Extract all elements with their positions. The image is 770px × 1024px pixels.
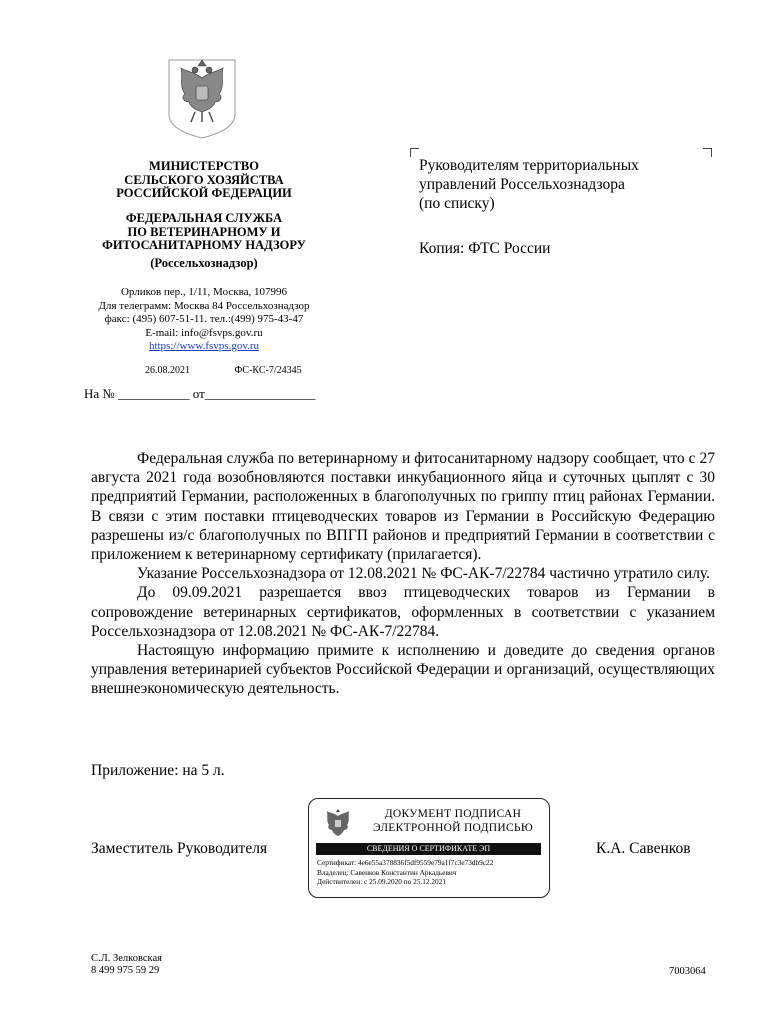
body-paragraph: До 09.09.2021 разрешается ввоз птицеводческих товаров из Германии в сопровождение ветеринарных сертификатов, оформленных в соответствии с указанием Россельхознадзора от 12.08.2021 № ФС-АК-7/22784. [91, 584, 715, 640]
address-corner-left [410, 148, 419, 157]
stamp-validity: Действителен: с 25.09.2020 по 25.12.2021 [317, 877, 446, 886]
signer-title: Заместитель Руководителя [91, 840, 268, 857]
service-line: ФЕДЕРАЛЬНАЯ СЛУЖБА [125, 211, 283, 225]
ministry-line: СЕЛЬСКОГО ХОЗЯЙСТВА [124, 172, 284, 187]
executor-block [91, 953, 162, 977]
ministry-name [78, 160, 330, 201]
service-line: ФИТОСАНИТАРНОМУ НАДЗОРУ [102, 238, 306, 252]
coat-of-arms-emblem [165, 56, 239, 140]
reply-reference-line: На № ___________ от_________________ [84, 386, 316, 401]
stamp-band: СВЕДЕНИЯ О СЕРТИФИКАТЕ ЭП [316, 843, 541, 855]
registration-date: 26.08.2021 [145, 365, 190, 376]
service-line: ПО ВЕТЕРИНАРНОМУ И [127, 224, 281, 239]
body-paragraph: Настоящую информацию примите к исполнению и доведите до сведения органов управления ветеринарией субъектов Российской Федерации и организаций, осуществляющих внешнеэкономическую деятельность. [91, 642, 715, 698]
document-id: 7003064 [669, 966, 706, 977]
stamp-title-line: ЭЛЕКТРОННОЙ ПОДПИСЬЮ [373, 822, 533, 834]
service-name [78, 212, 330, 270]
ministry-line: РОССИЙСКОЙ ФЕДЕРАЦИИ [116, 186, 292, 200]
stamp-certificate: Сертификат: 4e6e55a378836f5df9559e79a1f7c3e73db9c22 [317, 858, 494, 867]
phone-fax-line: факс: (495) 607-51-11. тел.:(499) 975-43-47 [104, 313, 304, 325]
telegram-line: Для телеграмм: Москва 84 Россельхознадзор [98, 299, 310, 312]
stamp-owner: Владелец: Савенков Константин Аркадьевич [317, 867, 457, 877]
registration-line [145, 365, 344, 376]
attachment-note: Приложение: на 5 л. [91, 762, 225, 779]
addressee-line: (по списку) [419, 195, 495, 212]
address-line: Орликов пер., 1/11, Москва, 107996 [120, 286, 287, 298]
executor-phone: 8 499 975 59 29 [91, 965, 160, 976]
service-short-name: (Россельхознадзор) [150, 255, 258, 270]
stamp-certificate-info [317, 858, 493, 887]
copy-recipient: Копия: ФТС России [419, 240, 551, 257]
body-paragraph: Федеральная служба по ветеринарному и фитосанитарному надзору сообщает, что с 27 августа 2021 года возобновляются поставки инкубационного яйца и суточных цыплят с 30 предприятий Германии, расположенных в благополучных по гриппу птиц районах Германии. В связи с этим поставки птицеводческих товаров из Германии в Российскую Федерацию разрешены из/с благополучных по ВПГП районов и предприятий Германии в соответствии с приложением к ветеринарному сертификату (прилагается). [91, 450, 715, 564]
addressee-block [419, 156, 709, 213]
stamp-emblem-icon [323, 808, 353, 842]
stamp-title [365, 807, 541, 835]
addressee-line: управлений Россельхознадзора [419, 176, 625, 193]
stamp-title-line: ДОКУМЕНТ ПОДПИСАН [384, 808, 522, 820]
website-link[interactable]: https://www.fsvps.gov.ru [148, 340, 260, 352]
letter-body [91, 449, 715, 699]
ministry-line: МИНИСТЕРСТВО [149, 159, 259, 173]
executor-name: С.Л. Зелковская [91, 953, 162, 964]
registration-number: ФС-КС-7/24345 [234, 365, 302, 376]
body-paragraph: Указание Россельхознадзора от 12.08.2021 № ФС-АК-7/22784 частично утратило силу. [137, 565, 711, 583]
signer-name: К.А. Савенков [596, 840, 691, 857]
email-line: E-mail: info@fsvps.gov.ru [145, 326, 263, 339]
contact-block [78, 286, 330, 354]
addressee-line: Руководителям территориальных [419, 157, 639, 174]
electronic-signature-stamp [308, 798, 550, 898]
